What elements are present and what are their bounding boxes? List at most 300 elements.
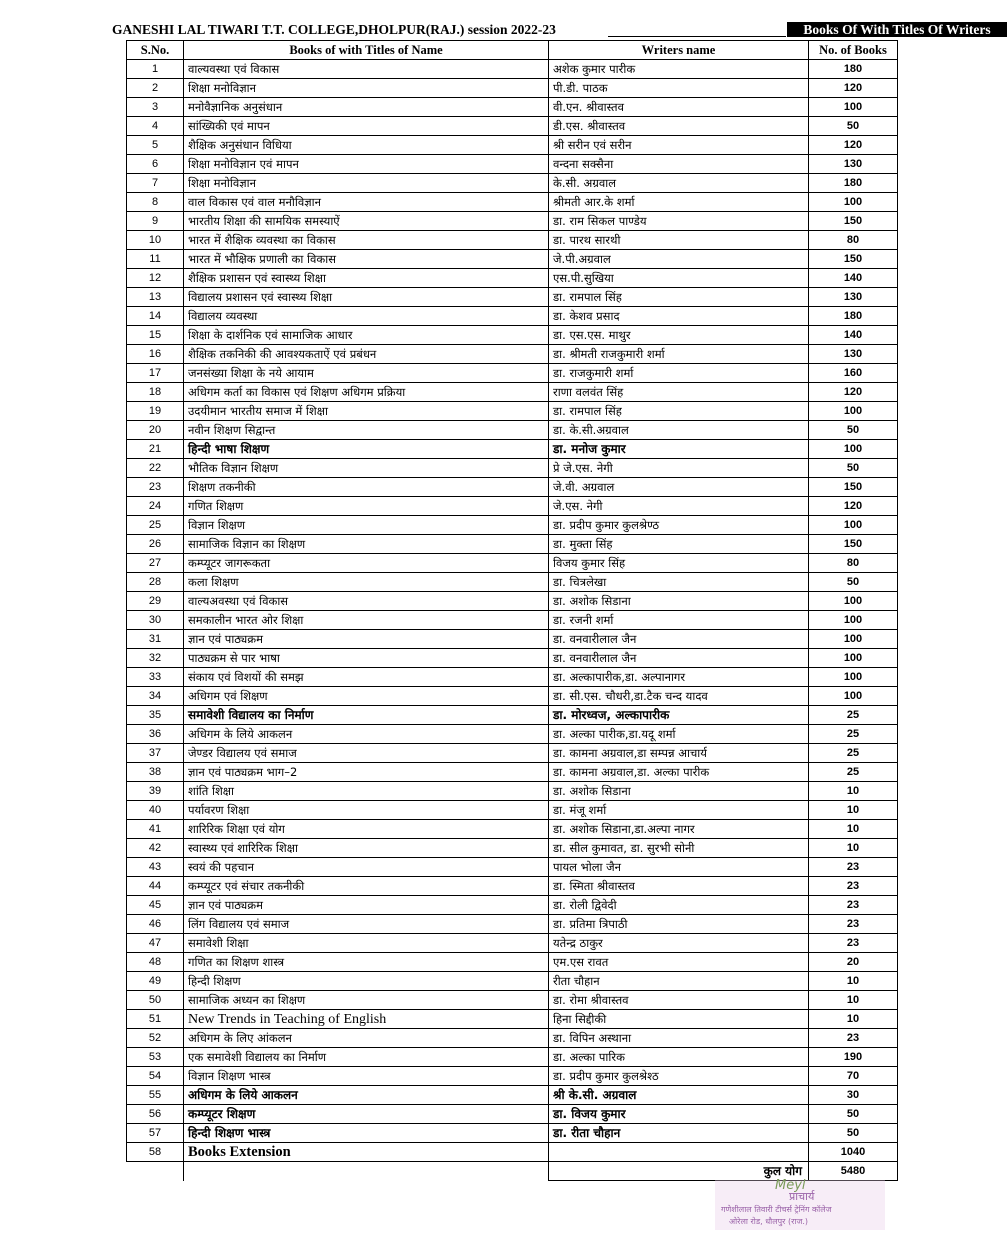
count-cell: 23 xyxy=(809,1029,898,1048)
table-row xyxy=(127,117,898,136)
sno-cell: 11 xyxy=(127,250,184,269)
book-title-cell: सांख्यिकी एवं मापन xyxy=(184,117,549,136)
signature: Meyl xyxy=(775,1178,806,1193)
writer-cell: डा. मोरध्वज, अल्कापारीक xyxy=(549,706,809,725)
book-title-cell: लिंग विद्यालय एवं समाज xyxy=(184,915,549,934)
book-title-cell: ज्ञान एवं पाठ्यक्रम xyxy=(184,630,549,649)
count-cell: 100 xyxy=(809,440,898,459)
count-cell: 140 xyxy=(809,326,898,345)
total-blank xyxy=(184,1162,549,1181)
count-cell: 100 xyxy=(809,592,898,611)
count-cell: 120 xyxy=(809,79,898,98)
count-cell: 23 xyxy=(809,858,898,877)
writer-cell: डा. प्रदीप कुमार कुलश्रेण्ठ xyxy=(549,516,809,535)
table-row xyxy=(127,915,898,934)
book-title-cell: ज्ञान एवं पाठ्यक्रम भाग–2 xyxy=(184,763,549,782)
table-row xyxy=(127,858,898,877)
book-title-cell: अधिगम के लिये आकलन xyxy=(184,1086,549,1105)
sno-cell: 24 xyxy=(127,497,184,516)
writer-cell: डा. रोमा श्रीवास्तव xyxy=(549,991,809,1010)
book-title-cell: शिक्षा मनोविज्ञान एवं मापन xyxy=(184,155,549,174)
sno-cell: 32 xyxy=(127,649,184,668)
count-cell: 25 xyxy=(809,763,898,782)
table-row xyxy=(127,1143,898,1162)
sno-cell: 56 xyxy=(127,1105,184,1124)
book-title-cell: हिन्दी शिक्षण भास्त्र xyxy=(184,1124,549,1143)
sno-cell: 19 xyxy=(127,402,184,421)
total-label: कुल योग xyxy=(549,1162,809,1181)
writer-cell: प्रे जे.एस. नेगी xyxy=(549,459,809,478)
writer-cell: डा. रामपाल सिंह xyxy=(549,402,809,421)
writer-cell: डा. अशोक सिडाना,डा.अल्पा नागर xyxy=(549,820,809,839)
sno-cell: 2 xyxy=(127,79,184,98)
sno-cell: 23 xyxy=(127,478,184,497)
book-title-cell: जनसंख्या शिक्षा के नये आयाम xyxy=(184,364,549,383)
book-title-cell: समावेशी विद्यालय का निर्माण xyxy=(184,706,549,725)
writer-cell: डा. रजनी शर्मा xyxy=(549,611,809,630)
count-cell: 150 xyxy=(809,212,898,231)
sno-cell: 5 xyxy=(127,136,184,155)
table-row xyxy=(127,269,898,288)
book-title-cell: शिक्षा मनोविज्ञान xyxy=(184,79,549,98)
table-row xyxy=(127,402,898,421)
book-title-cell: अधिगम के लिए आंकलन xyxy=(184,1029,549,1048)
count-cell: 100 xyxy=(809,98,898,117)
table-row xyxy=(127,383,898,402)
sno-cell: 16 xyxy=(127,345,184,364)
table-row xyxy=(127,1067,898,1086)
sno-cell: 28 xyxy=(127,573,184,592)
book-title-cell: वाल्यअवस्था एवं विकास xyxy=(184,592,549,611)
sno-cell: 44 xyxy=(127,877,184,896)
table-row xyxy=(127,440,898,459)
count-cell: 50 xyxy=(809,573,898,592)
writer-cell: डा. पारथ सारथी xyxy=(549,231,809,250)
writer-cell: डा. सी.एस. चौधरी,डा.टैक चन्द यादव xyxy=(549,687,809,706)
sno-cell: 21 xyxy=(127,440,184,459)
table-row xyxy=(127,725,898,744)
sno-cell: 40 xyxy=(127,801,184,820)
count-cell: 190 xyxy=(809,1048,898,1067)
book-title-cell: वाल्यवस्था एवं विकास xyxy=(184,60,549,79)
table-row xyxy=(127,60,898,79)
book-title-cell: पर्यावरण शिक्षा xyxy=(184,801,549,820)
sno-cell: 54 xyxy=(127,1067,184,1086)
writer-cell: डा. अशोक सिडाना xyxy=(549,592,809,611)
table-row xyxy=(127,972,898,991)
table-row xyxy=(127,364,898,383)
writer-cell: डा. विजय कुमार xyxy=(549,1105,809,1124)
book-title-cell: पाठ्यक्रम से पार भाषा xyxy=(184,649,549,668)
count-cell: 120 xyxy=(809,383,898,402)
table-row xyxy=(127,801,898,820)
writer-cell: एम.एस रावत xyxy=(549,953,809,972)
writer-cell: डा. राम सिकल पाण्डेय xyxy=(549,212,809,231)
count-cell: 130 xyxy=(809,345,898,364)
book-title-cell: वाल विकास एवं वाल मनौविज्ञान xyxy=(184,193,549,212)
count-cell: 10 xyxy=(809,801,898,820)
count-cell: 100 xyxy=(809,402,898,421)
sno-cell: 41 xyxy=(127,820,184,839)
writer-cell: श्री सरीन एवं सरीन xyxy=(549,136,809,155)
sno-cell: 7 xyxy=(127,174,184,193)
writer-cell: राणा वलवंत सिंह xyxy=(549,383,809,402)
writer-cell: श्री के.सी. अग्रवाल xyxy=(549,1086,809,1105)
principal-stamp xyxy=(715,1180,885,1230)
books-table xyxy=(126,40,898,1181)
count-cell: 10 xyxy=(809,820,898,839)
table-row xyxy=(127,250,898,269)
sno-cell: 18 xyxy=(127,383,184,402)
sno-cell: 10 xyxy=(127,231,184,250)
count-cell: 10 xyxy=(809,972,898,991)
writer-cell: डा. चित्रलेखा xyxy=(549,573,809,592)
sno-cell: 22 xyxy=(127,459,184,478)
book-title-cell: स्वयं की पहचान xyxy=(184,858,549,877)
writer-cell: डा. अल्कापारीक,डा. अल्पानागर xyxy=(549,668,809,687)
book-title-cell: शिक्षण तकनीकी xyxy=(184,478,549,497)
sno-cell: 47 xyxy=(127,934,184,953)
writer-cell: डा. वनवारीलाल जैन xyxy=(549,649,809,668)
book-title-cell: स्वास्थ्य एवं शारिरिक शिक्षा xyxy=(184,839,549,858)
sno-cell: 55 xyxy=(127,1086,184,1105)
sno-cell: 31 xyxy=(127,630,184,649)
table-row xyxy=(127,649,898,668)
book-title-cell: शांति शिक्षा xyxy=(184,782,549,801)
writer-cell: डा. सील कुमावत, डा. सुरभी सोनी xyxy=(549,839,809,858)
count-cell: 150 xyxy=(809,478,898,497)
table-row xyxy=(127,592,898,611)
book-title-cell: विज्ञान शिक्षण भास्त्र xyxy=(184,1067,549,1086)
sno-cell: 3 xyxy=(127,98,184,117)
book-title-cell: विज्ञान शिक्षण xyxy=(184,516,549,535)
count-cell: 10 xyxy=(809,991,898,1010)
sno-cell: 9 xyxy=(127,212,184,231)
col-sno: S.No. xyxy=(127,41,184,60)
writer-cell: एस.पी.सुखिया xyxy=(549,269,809,288)
sno-cell: 39 xyxy=(127,782,184,801)
sno-cell: 33 xyxy=(127,668,184,687)
table-row xyxy=(127,1029,898,1048)
sno-cell: 34 xyxy=(127,687,184,706)
writer-cell: डा. अल्का पारीक,डा.यदू शर्मा xyxy=(549,725,809,744)
header-tag: Books Of With Titles Of Writers xyxy=(787,22,1007,37)
table-row xyxy=(127,1124,898,1143)
writer-cell xyxy=(549,1143,809,1162)
book-title-cell: शैक्षिक अनुसंधान विधिया xyxy=(184,136,549,155)
book-title-cell: Books Extension xyxy=(184,1143,549,1162)
book-title-cell: अधिगम एवं शिक्षण xyxy=(184,687,549,706)
count-cell: 100 xyxy=(809,611,898,630)
count-cell: 10 xyxy=(809,1010,898,1029)
table-row xyxy=(127,136,898,155)
sno-cell: 50 xyxy=(127,991,184,1010)
sno-cell: 38 xyxy=(127,763,184,782)
writer-cell: यतेन्द्र ठाकुर xyxy=(549,934,809,953)
count-cell: 100 xyxy=(809,687,898,706)
sno-cell: 1 xyxy=(127,60,184,79)
count-cell: 50 xyxy=(809,1124,898,1143)
writer-cell: के.सी. अग्रवाल xyxy=(549,174,809,193)
table-row xyxy=(127,98,898,117)
sno-cell: 51 xyxy=(127,1010,184,1029)
sno-cell: 48 xyxy=(127,953,184,972)
total-value: 5480 xyxy=(809,1162,898,1181)
book-title-cell: भौतिक विज्ञान शिक्षण xyxy=(184,459,549,478)
writer-cell: डा. रामपाल सिंह xyxy=(549,288,809,307)
writer-cell: हिना सिद्दीकी xyxy=(549,1010,809,1029)
count-cell: 160 xyxy=(809,364,898,383)
book-title-cell: हिन्दी भाषा शिक्षण xyxy=(184,440,549,459)
col-writer: Writers name xyxy=(549,41,809,60)
writer-cell: डा. वनवारीलाल जैन xyxy=(549,630,809,649)
book-title-cell: सामाजिक विज्ञान का शिक्षण xyxy=(184,535,549,554)
table-row xyxy=(127,839,898,858)
table-row xyxy=(127,497,898,516)
book-title-cell: समावेशी शिक्षा xyxy=(184,934,549,953)
count-cell: 50 xyxy=(809,421,898,440)
writer-cell: डी.एस. श्रीवास्तव xyxy=(549,117,809,136)
book-title-cell: एक समावेशी विद्यालय का निर्माण xyxy=(184,1048,549,1067)
book-title-cell: कम्प्यूटर एवं संचार तकनीकी xyxy=(184,877,549,896)
writer-cell: श्रीमती आर.के शर्मा xyxy=(549,193,809,212)
total-blank xyxy=(127,1162,184,1181)
count-cell: 180 xyxy=(809,174,898,193)
table-row xyxy=(127,326,898,345)
table-row xyxy=(127,345,898,364)
sno-cell: 6 xyxy=(127,155,184,174)
table-row xyxy=(127,630,898,649)
table-row xyxy=(127,516,898,535)
table-row xyxy=(127,896,898,915)
sno-cell: 35 xyxy=(127,706,184,725)
count-cell: 25 xyxy=(809,706,898,725)
count-cell: 50 xyxy=(809,1105,898,1124)
book-title-cell: विद्यालय प्रशासन एवं स्वास्थ्य शिक्षा xyxy=(184,288,549,307)
writer-cell: डा. अशोक सिडाना xyxy=(549,782,809,801)
sno-cell: 4 xyxy=(127,117,184,136)
writer-cell: अशेक कुमार पारीक xyxy=(549,60,809,79)
table-row xyxy=(127,934,898,953)
table-row xyxy=(127,1048,898,1067)
writer-cell: डा. अल्का पारिक xyxy=(549,1048,809,1067)
book-title-cell: नवीन शिक्षण सिद्वान्त xyxy=(184,421,549,440)
book-title-cell: कम्प्यूटर जागरूकता xyxy=(184,554,549,573)
count-cell: 23 xyxy=(809,877,898,896)
count-cell: 80 xyxy=(809,554,898,573)
book-title-cell: गणित शिक्षण xyxy=(184,497,549,516)
writer-cell: डा. एस.एस. माथुर xyxy=(549,326,809,345)
table-row xyxy=(127,744,898,763)
writer-cell: डा. मुक्ता सिंह xyxy=(549,535,809,554)
book-title-cell: शैक्षिक तकनिकी की आवश्यकताऐं एवं प्रबंधन xyxy=(184,345,549,364)
writer-cell: डा. कामना अग्रवाल,डा सम्पन्न आचार्य xyxy=(549,744,809,763)
book-title-cell: गणित का शिक्षण शास्त्र xyxy=(184,953,549,972)
writer-cell: वी.एन. श्रीवास्तव xyxy=(549,98,809,117)
book-title-cell: भारत में शैक्षिक व्यवस्था का विकास xyxy=(184,231,549,250)
table-row xyxy=(127,1105,898,1124)
table-row xyxy=(127,288,898,307)
count-cell: 23 xyxy=(809,915,898,934)
writer-cell: डा. रोली द्विवेदी xyxy=(549,896,809,915)
sno-cell: 58 xyxy=(127,1143,184,1162)
count-cell: 70 xyxy=(809,1067,898,1086)
table-row xyxy=(127,459,898,478)
count-cell: 10 xyxy=(809,782,898,801)
writer-cell: जे.एस. नेगी xyxy=(549,497,809,516)
writer-cell: जे.वी. अग्रवाल xyxy=(549,478,809,497)
sno-cell: 8 xyxy=(127,193,184,212)
sno-cell: 15 xyxy=(127,326,184,345)
sno-cell: 46 xyxy=(127,915,184,934)
table-row xyxy=(127,212,898,231)
count-cell: 120 xyxy=(809,136,898,155)
writer-cell: डा. प्रदीप कुमार कुलश्रेश्ठ xyxy=(549,1067,809,1086)
sno-cell: 45 xyxy=(127,896,184,915)
sno-cell: 52 xyxy=(127,1029,184,1048)
table-row xyxy=(127,877,898,896)
book-title-cell: New Trends in Teaching of English xyxy=(184,1010,549,1029)
col-title: Books of with Titles of Name xyxy=(184,41,549,60)
book-title-cell: हिन्दी शिक्षण xyxy=(184,972,549,991)
book-title-cell: उदयीमान भारतीय समाज में शिक्षा xyxy=(184,402,549,421)
sno-cell: 26 xyxy=(127,535,184,554)
table-row xyxy=(127,478,898,497)
book-title-cell: ज्ञान एवं पाठ्यक्रम xyxy=(184,896,549,915)
count-cell: 23 xyxy=(809,934,898,953)
count-cell: 100 xyxy=(809,630,898,649)
sno-cell: 30 xyxy=(127,611,184,630)
book-title-cell: शिक्षा के दार्शनिक एवं सामाजिक आधार xyxy=(184,326,549,345)
count-cell: 100 xyxy=(809,649,898,668)
book-title-cell: मनोवैज्ञानिक अनुसंधान xyxy=(184,98,549,117)
sno-cell: 17 xyxy=(127,364,184,383)
table-row xyxy=(127,79,898,98)
writer-cell: डा. स्मिता श्रीवास्तव xyxy=(549,877,809,896)
count-cell: 100 xyxy=(809,193,898,212)
sno-cell: 14 xyxy=(127,307,184,326)
book-title-cell: भारतीय शिक्षा की सामयिक समस्याऐं xyxy=(184,212,549,231)
count-cell: 23 xyxy=(809,896,898,915)
count-cell: 1040 xyxy=(809,1143,898,1162)
count-cell: 140 xyxy=(809,269,898,288)
col-count: No. of Books xyxy=(809,41,898,60)
book-title-cell: समकालीन भारत ओर शिक्षा xyxy=(184,611,549,630)
writer-cell: डा. राजकुमारी शर्मा xyxy=(549,364,809,383)
count-cell: 80 xyxy=(809,231,898,250)
book-title-cell: कम्प्यूटर शिक्षण xyxy=(184,1105,549,1124)
table-row xyxy=(127,1086,898,1105)
table-row xyxy=(127,554,898,573)
writer-cell: वन्दना सक्सैना xyxy=(549,155,809,174)
table-row xyxy=(127,611,898,630)
writer-cell: डा. मनोज कुमार xyxy=(549,440,809,459)
book-title-cell: अधिगम के लिये आकलन xyxy=(184,725,549,744)
table-row xyxy=(127,763,898,782)
book-title-cell: विद्यालय व्यवस्था xyxy=(184,307,549,326)
writer-cell: डा. प्रतिमा त्रिपाठी xyxy=(549,915,809,934)
table-row xyxy=(127,231,898,250)
table-row xyxy=(127,193,898,212)
stamp-title: प्राचार्य xyxy=(789,1190,815,1203)
sno-cell: 36 xyxy=(127,725,184,744)
sno-cell: 57 xyxy=(127,1124,184,1143)
sno-cell: 27 xyxy=(127,554,184,573)
count-cell: 100 xyxy=(809,516,898,535)
writer-cell: डा. केशव प्रसाद xyxy=(549,307,809,326)
sno-cell: 42 xyxy=(127,839,184,858)
count-cell: 25 xyxy=(809,744,898,763)
table-row xyxy=(127,535,898,554)
table-row xyxy=(127,953,898,972)
count-cell: 10 xyxy=(809,839,898,858)
table-row xyxy=(127,1010,898,1029)
table-row xyxy=(127,155,898,174)
writer-cell: डा. विपिन अस्थाना xyxy=(549,1029,809,1048)
table-row xyxy=(127,820,898,839)
writer-cell: जे.पी.अग्रवाल xyxy=(549,250,809,269)
stamp-address: ओरेला रोड, धौलपुर (राज.) xyxy=(729,1217,809,1226)
sno-cell: 25 xyxy=(127,516,184,535)
count-cell: 130 xyxy=(809,288,898,307)
count-cell: 130 xyxy=(809,155,898,174)
table-row xyxy=(127,421,898,440)
book-title-cell: सामाजिक अध्यन का शिक्षण xyxy=(184,991,549,1010)
count-cell: 50 xyxy=(809,459,898,478)
header-row xyxy=(127,41,898,60)
count-cell: 180 xyxy=(809,60,898,79)
sno-cell: 49 xyxy=(127,972,184,991)
sno-cell: 43 xyxy=(127,858,184,877)
table-row xyxy=(127,307,898,326)
book-title-cell: भारत में भौक्षिक प्रणाली का विकास xyxy=(184,250,549,269)
page-header xyxy=(112,22,991,38)
count-cell: 30 xyxy=(809,1086,898,1105)
sno-cell: 37 xyxy=(127,744,184,763)
writer-cell: डा. कामना अग्रवाल,डा. अल्का पारीक xyxy=(549,763,809,782)
count-cell: 150 xyxy=(809,535,898,554)
writer-cell: डा. रीता चौहान xyxy=(549,1124,809,1143)
book-title-cell: शैक्षिक प्रशासन एवं स्वास्थ्य शिक्षा xyxy=(184,269,549,288)
writer-cell: डा. के.सी.अग्रवाल xyxy=(549,421,809,440)
writer-cell: डा. श्रीमती राजकुमारी शर्मा xyxy=(549,345,809,364)
table-row xyxy=(127,706,898,725)
count-cell: 25 xyxy=(809,725,898,744)
count-cell: 120 xyxy=(809,497,898,516)
writer-cell: डा. मंजू शर्मा xyxy=(549,801,809,820)
book-title-cell: अधिगम कर्ता का विकास एवं शिक्षण अधिगम प्रक्रिया xyxy=(184,383,549,402)
sno-cell: 13 xyxy=(127,288,184,307)
book-title-cell: शारिरिक शिक्षा एवं योग xyxy=(184,820,549,839)
writer-cell: रीता चौहान xyxy=(549,972,809,991)
sno-cell: 12 xyxy=(127,269,184,288)
header-underline xyxy=(608,36,786,37)
count-cell: 50 xyxy=(809,117,898,136)
book-title-cell: कला शिक्षण xyxy=(184,573,549,592)
college-title: GANESHI LAL TIWARI T.T. COLLEGE,DHOLPUR(RAJ.) session 2022-23 xyxy=(112,22,556,37)
count-cell: 150 xyxy=(809,250,898,269)
count-cell: 20 xyxy=(809,953,898,972)
table-row xyxy=(127,573,898,592)
table-row xyxy=(127,782,898,801)
table-row xyxy=(127,687,898,706)
book-title-cell: शिक्षा मनोविज्ञान xyxy=(184,174,549,193)
sno-cell: 53 xyxy=(127,1048,184,1067)
table-row xyxy=(127,668,898,687)
stamp-college: गणेशीलाल तिवारी टीचर्स ट्रेनिंग कॉलेज xyxy=(721,1205,832,1214)
sno-cell: 29 xyxy=(127,592,184,611)
count-cell: 180 xyxy=(809,307,898,326)
